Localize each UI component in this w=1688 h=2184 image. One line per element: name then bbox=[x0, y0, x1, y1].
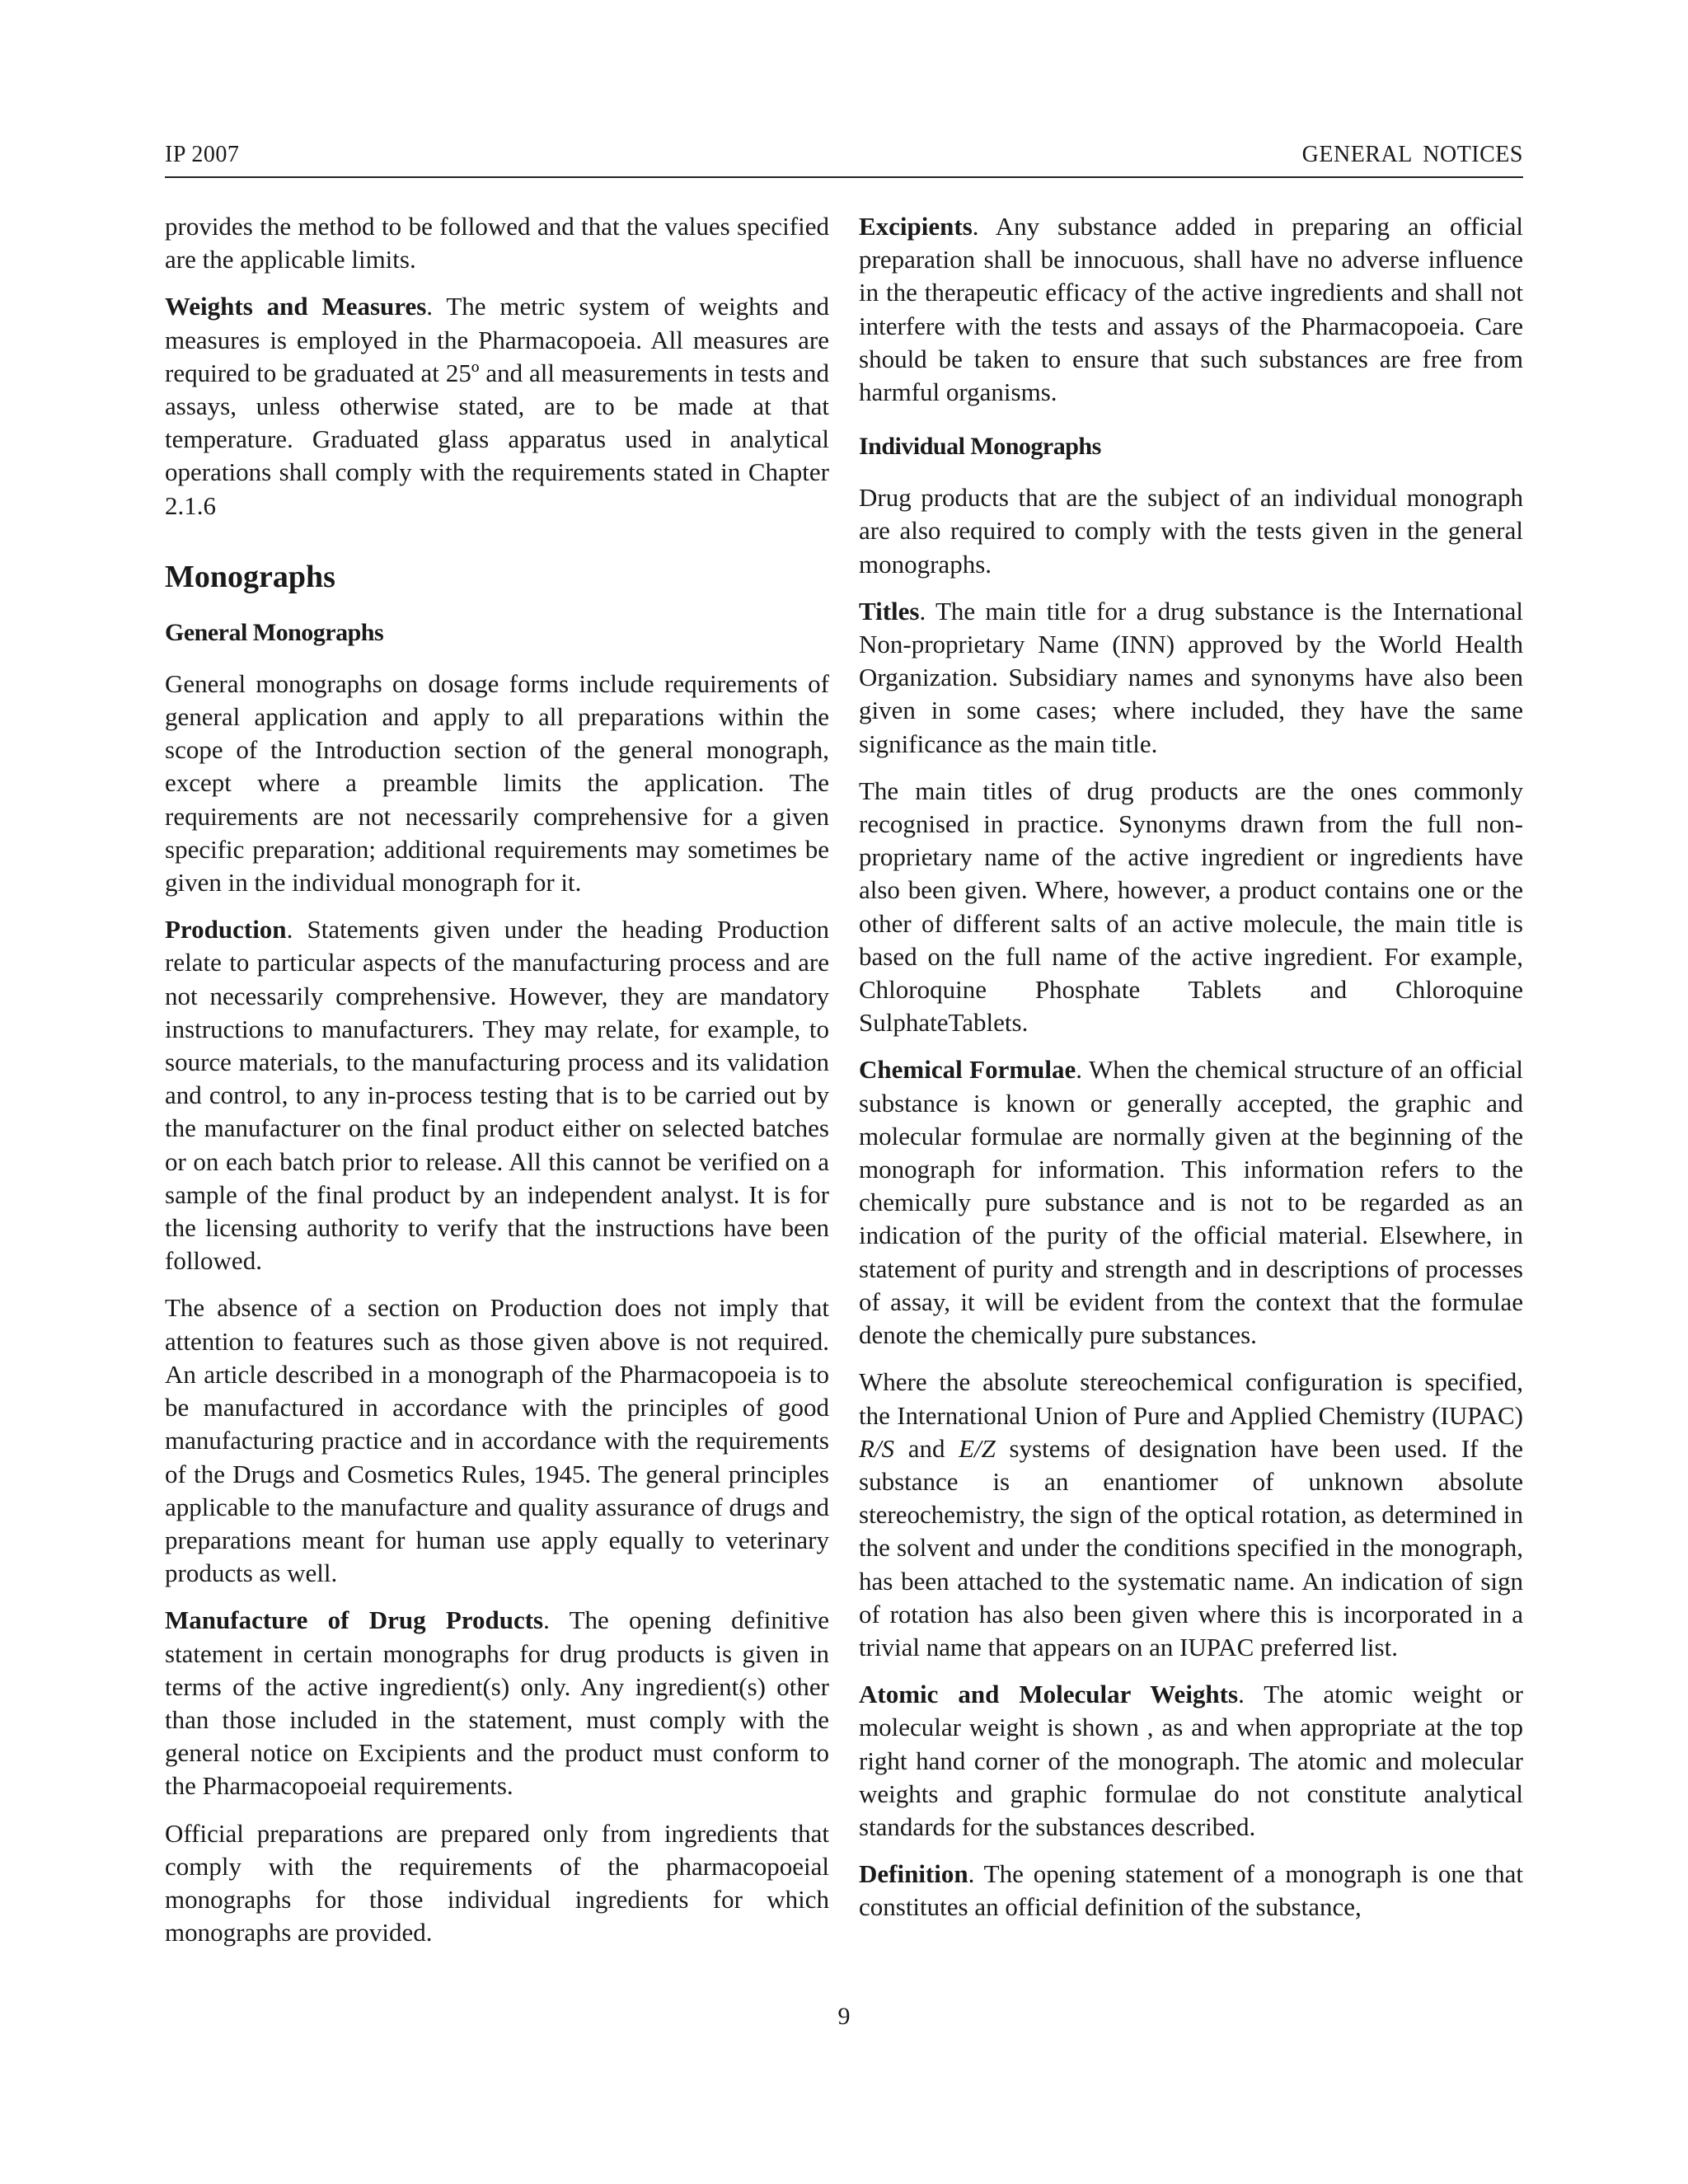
left-column bbox=[165, 210, 829, 1949]
term-atomic-molecular-weights: Atomic and Molecular Weights bbox=[859, 1680, 1239, 1709]
term-production: Production bbox=[165, 915, 287, 944]
paragraph-official-preparations: Official preparations are prepared only from ingredients that comply with the requirements of the pharmacopoeial monographs for those individual ingredients for which monographs are provided. bbox=[165, 1818, 829, 1947]
section-title-monographs: Monographs bbox=[165, 559, 335, 594]
term-chemical-formulae: Chemical Formulae bbox=[859, 1055, 1076, 1085]
paragraph-titles bbox=[859, 595, 1523, 761]
running-header bbox=[165, 135, 1523, 178]
paragraph-individual-monographs: Drug products that are the subject of an individual monograph are also required to comply with the tests given in the general monographs. bbox=[859, 483, 1523, 579]
text-production: . Statements given under the heading Production relate to particular aspects of the manufacturing process and are not necessarily comprehensive. However, they are mandatory instructions to manufacturers. They may relate, for example, to source materials, to the manufacturing process and its validation and control, to any in-process testing that is to be carried out by the manufacturer on the final product either on selected batches or on each batch prior to release. All this cannot be verified on a sample of the final product by an independent analyst. It is for the licensing authority to verify that the instructions have been followed. bbox=[165, 915, 829, 1276]
text-stereo-and: and bbox=[894, 1433, 959, 1463]
subsection-title-general-monographs: General Monographs bbox=[165, 618, 384, 646]
text-definition: . The opening statement of a monograph is one that constitutes an official definition of the substance, bbox=[859, 1859, 1523, 1922]
paragraph-weights-measures bbox=[165, 290, 829, 522]
term-ez: E/Z bbox=[959, 1433, 996, 1463]
header-section-title: GENERAL NOTICES bbox=[1301, 142, 1523, 167]
text-stereo-after: systems of designation have been used. If the substance is an enantiomer of unknown absolute stereochemistry, the sign of the optical rotation, as determined in the solvent and under the conditions specified in the monograph, has been attached to the systematic name. An indication of sign of rotation has also been given where this is incorporated in a trivial name that appears on an IUPAC preferred list. bbox=[859, 1433, 1523, 1661]
text-manufacture-drug-products: . The opening definitive statement in certain monographs for drug products is given in terms of the active ingredient(s) only. Any ingredient(s) other than those included in the statement, must comply with the general notice on Excipients and the product must conform to the Pharmacopoeial requirements. bbox=[165, 1605, 829, 1801]
text-weights-measures: . The metric system of weights and measures is employed in the Pharmacopoeia. All measures are required to be graduated at 25º and all measurements in tests and assays, unless otherwise stated, are to be made at that temperature. Graduated glass apparatus used in analytical operations shall comply with the requirements stated in Chapter 2.1.6 bbox=[165, 292, 829, 520]
right-column bbox=[859, 210, 1523, 1924]
paragraph-absence-of-production: The absence of a section on Production does not imply that attention to features such as those given above is not required. An article described in a monograph of the Pharmacopoeia is to be manufactured in accordance with the principles of good manufacturing practice and in accordance with the requirements of the Drugs and Cosmetics Rules, 1945. The general principles applicable to the manufacture and quality assurance of drugs and preparations meant for human use apply equally to veterinary products as well. bbox=[165, 1293, 829, 1588]
paragraph-atomic-molecular-weights bbox=[859, 1678, 1523, 1844]
term-rs: R/S bbox=[859, 1433, 895, 1463]
paragraph-main-titles: The main titles of drug products are the ones commonly recognised in practice. Synonyms drawn from the full non-proprietary name of the active ingredient or ingredients have also been given. Where, however, a product contains one or the other of different salts of an active molecule, the main title is based on the full name of the active ingredient. For example, Chloroquine Phosphate Tablets and Chloroquine SulphateTablets. bbox=[859, 776, 1523, 1038]
text-stereo-before: Where the absolute stereochemical configuration is specified, the International Union of Pure and Applied Chemistry (IUPAC) bbox=[859, 1367, 1523, 1430]
term-definition: Definition bbox=[859, 1859, 968, 1889]
text-chemical-formulae: . When the chemical structure of an official substance is known or generally accepted, the graphic and molecular formulae are normally given at the beginning of the monograph for information. This information refers to the chemically pure substance and is not to be regarded as an indication of the purity of the official material. Elsewhere, in statement of purity and strength and in descriptions of processes of assay, it will be evident from the context that the formulae denote the chemically pure substances. bbox=[859, 1055, 1524, 1350]
term-manufacture-drug-products: Manufacture of Drug Products bbox=[165, 1605, 544, 1635]
paragraph-manufacture-drug-products bbox=[165, 1604, 829, 1802]
text-titles: . The main title for a drug substance is the International Non-proprietary Name (INN) approved by the World Health Organization. Subsidiary names and synonyms have also been given in some cases; where included, they have the same significance as the main title. bbox=[859, 596, 1523, 758]
text-excipients: . Any substance added in preparing an official preparation shall be innocuous, shall have no adverse influence in the therapeutic efficacy of the active ingredients and shall not interfere with the tests and assays of the Pharmacopoeia. Care should be taken to ensure that such substances are free from harmful organisms. bbox=[859, 212, 1523, 407]
paragraph-continued-limits: provides the method to be followed and that the values specified are the applicable limits. bbox=[165, 212, 829, 274]
header-book-title: IP 2007 bbox=[165, 142, 240, 167]
paragraph-production bbox=[165, 913, 829, 1277]
paragraph-definition bbox=[859, 1858, 1523, 1924]
term-titles: Titles bbox=[859, 596, 920, 626]
subsection-title-individual-monographs: Individual Monographs bbox=[859, 433, 1101, 461]
paragraph-stereochemistry bbox=[859, 1366, 1523, 1664]
term-weights-measures: Weights and Measures bbox=[165, 292, 427, 321]
page-number: 9 bbox=[837, 2003, 851, 2030]
paragraph-excipients bbox=[859, 210, 1523, 409]
term-excipients: Excipients bbox=[859, 212, 973, 241]
text-atomic-molecular-weights: . The atomic weight or molecular weight is shown , as and when appropriate at the top right hand corner of the monograph. The atomic and molecular weights and graphic formulae do not constitute analytical standards for the substances described. bbox=[859, 1680, 1523, 1841]
paragraph-general-monographs: General monographs on dosage forms include requirements of general application and apply to all preparations within the scope of the Introduction section of the general monograph, except where a preamble limits the application. The requirements are not necessarily comprehensive for a given specific preparation; additional requirements may sometimes be given in the individual monograph for it. bbox=[165, 668, 829, 898]
paragraph-chemical-formulae bbox=[859, 1053, 1523, 1352]
